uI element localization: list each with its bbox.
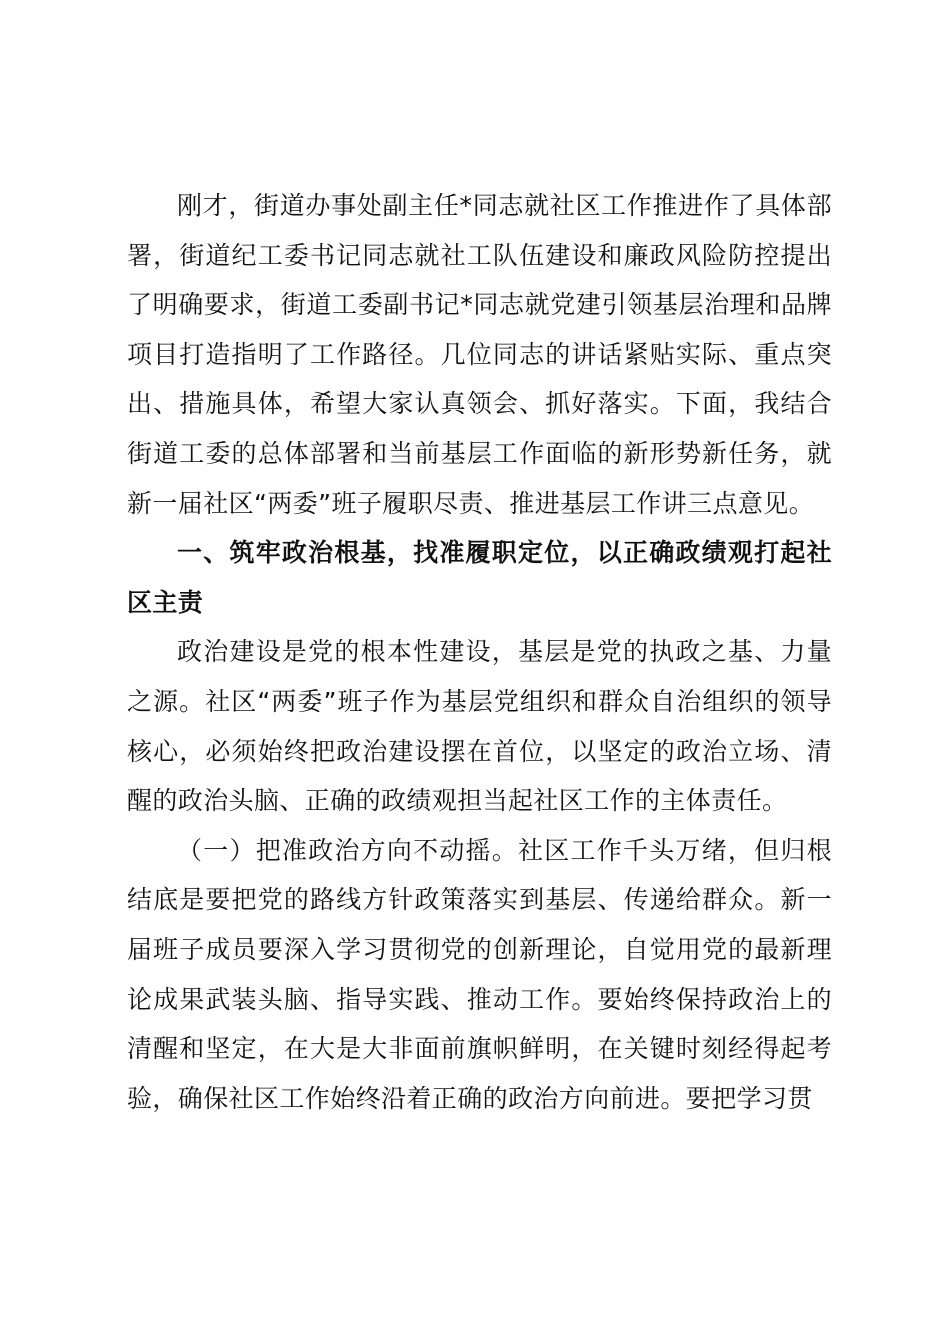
document-body [127,181,832,1123]
paragraph-political-building: 政治建设是党的根本性建设，基层是党的执政之基、力量之源。社区“两委”班子作为基层党组织和群众自治组织的领导核心，必须始终把政治建设摆在首位，以坚定的政治立场、清醒的政治头脑、正确的政绩观担当起社区工作的主体责任。 [127,637,832,816]
section-heading-one: 一、筑牢政治根基，找准履职定位，以正确政绩观打起社区主责 [127,538,832,617]
paragraph-opening: 刚才，街道办事处副主任*同志就社区工作推进作了具体部署，街道纪工委书记同志就社工队伍建设和廉政风险防控提出了明确要求，街道工委副书记*同志就党建引领基层治理和品牌项目打造指明了工作路径。几位同志的讲话紧贴实际、重点突出、措施具体，希望大家认真领会、抓好落实。下面，我结合街道工委的总体部署和当前基层工作面临的新形势新任务，就新一届社区“两委”班子履职尽责、推进基层工作讲三点意见。 [127,191,832,518]
paragraph-political-direction: （一）把准政治方向不动摇。社区工作千头万绪，但归根结底是要把党的路线方针政策落实到基层、传递给群众。新一届班子成员要深入学习贯彻党的创新理论，自觉用党的最新理论成果武装头脑、指导实践、推动工作。要始终保持政治上的清醒和坚定，在大是大非面前旗帜鲜明，在关键时刻经得起考验，确保社区工作始终沿着正确的政治方向前进。要把学习贯 [127,835,832,1113]
